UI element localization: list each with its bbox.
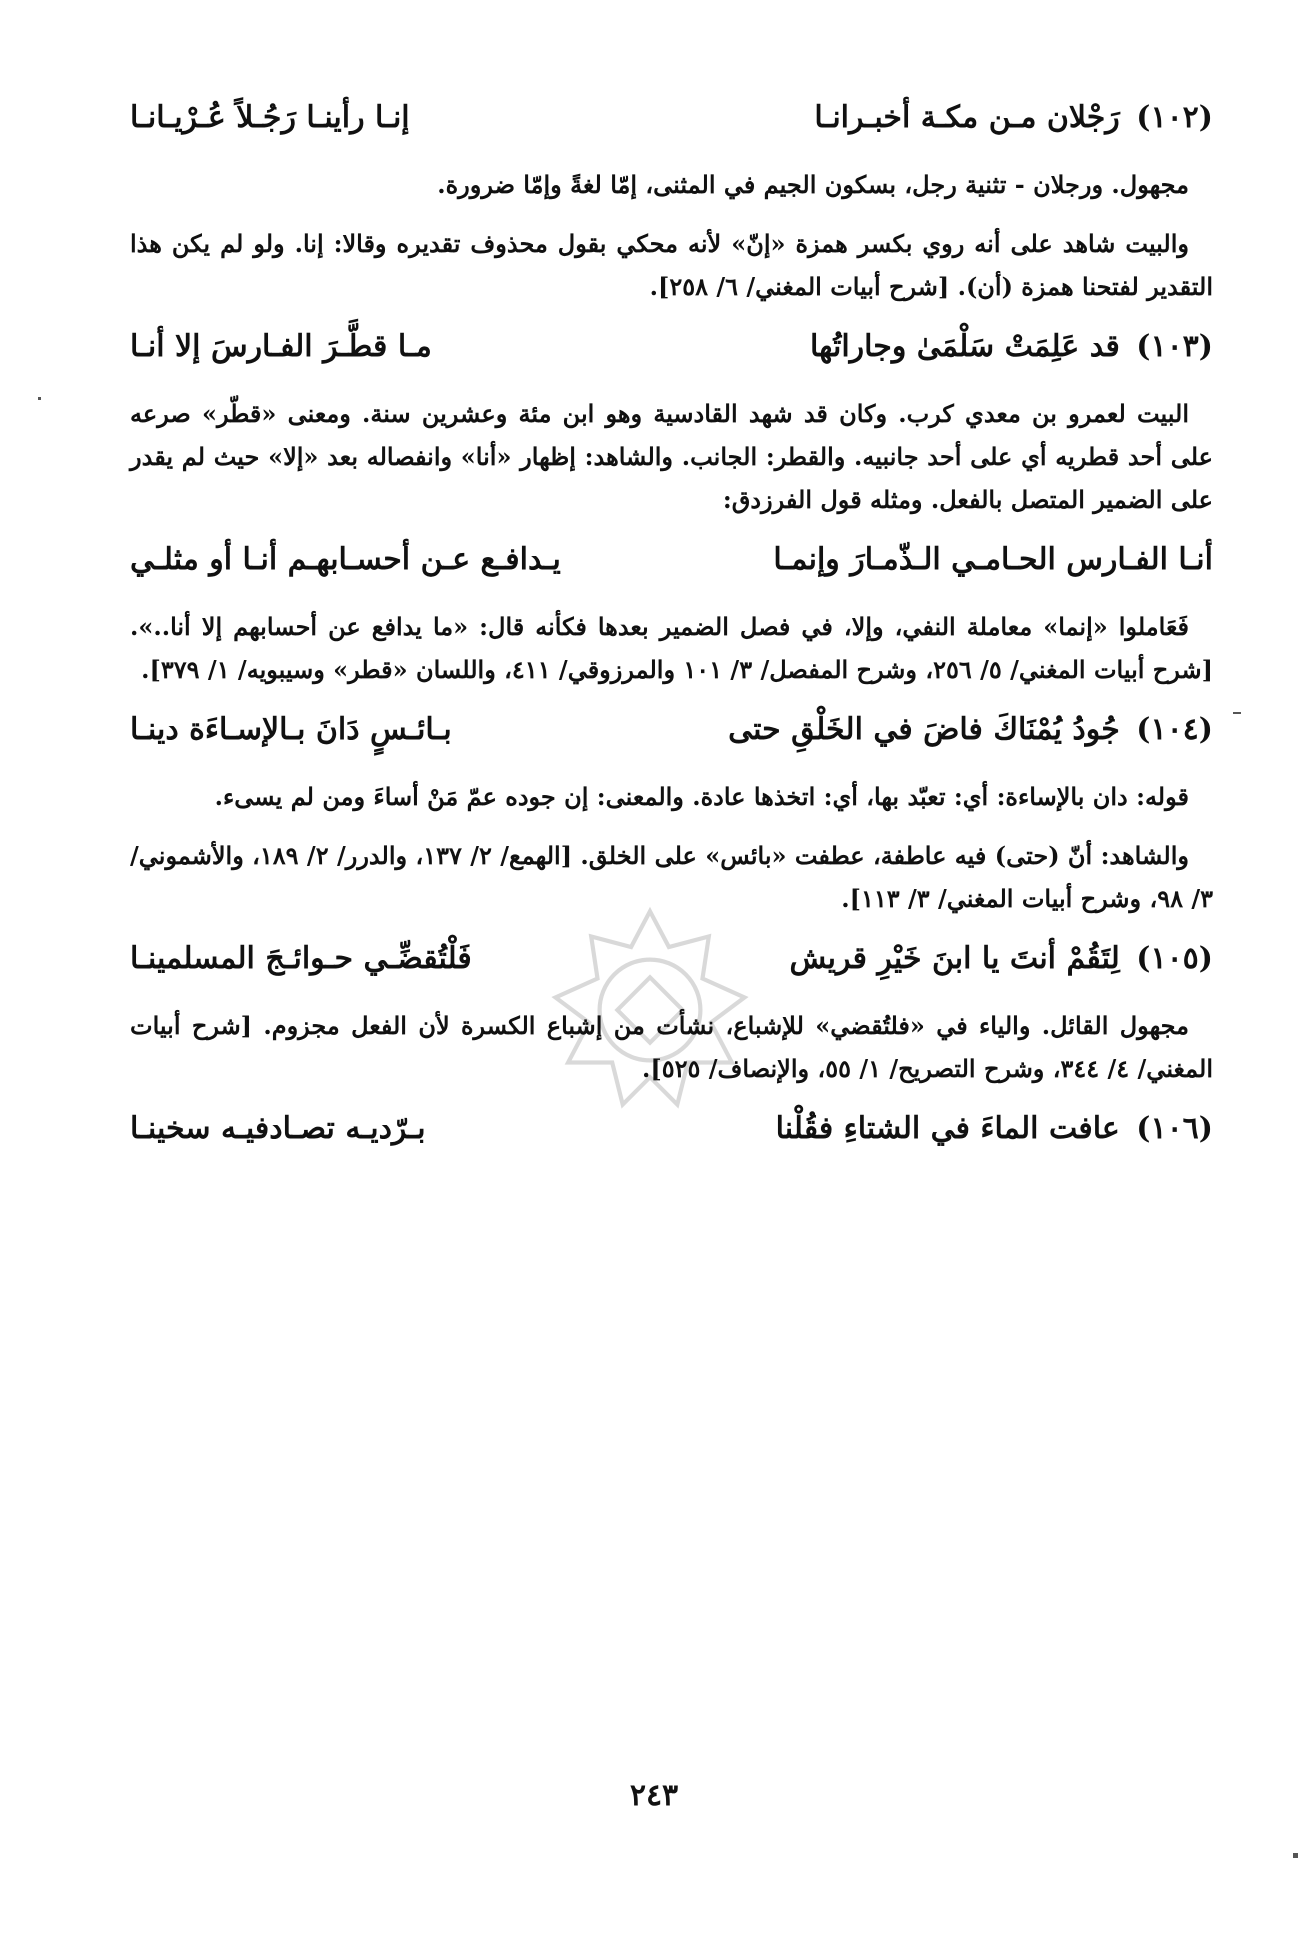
- commentary-paragraph: مجهول. ورجلان - تثنية رجل، بسكون الجيم في المثنى، إمّا لغةً وإمّا ضرورة.: [437, 170, 1189, 199]
- verse-second-hemistich: يـدافـع عـن أحسـابهـم أنـا أو مثلـي: [130, 542, 561, 577]
- quoted-verse: [130, 537, 1213, 583]
- verse-first-hemistich: (١٠٥) لِتَقُمْ أنتَ يا ابنَ خَيْرِ قريش: [789, 941, 1213, 976]
- commentary-paragraph: البيت لعمرو بن معدي كرب. وكان قد شهد القادسية وهو ابن مئة وعشرين سنة. ومعنى «قطّر» صرعه على أحد قطريه أي على أحد جانبيه. والقطر: الجانب. والشاهد: إظهار «أنا» وانفصاله بعد «إلا» حيث لم يقدر على الضمير المتصل بالفعل. ومثله قول الفرزدق:: [130, 399, 1213, 514]
- verse-second-hemistich: بـائـسٍ دَانَ بـالإسـاءَة دينـا: [130, 712, 452, 747]
- scan-speck: [38, 397, 41, 400]
- commentary-paragraph: مجهول القائل. والياء في «فلتُقضي» للإشباع، نشأت من إشباع الكسرة لأن الفعل مجزوم. [شرح أبيات المغني/ ٤/ ٣٤٤، وشرح التصريح/ ١/ ٥٥، والإنصاف/ ٥٢٥].: [130, 1011, 1213, 1083]
- commentary-paragraph: والشاهد: أنّ (حتى) فيه عاطفة، عطفت «بائس» على الخلق. [الهمع/ ٢/ ١٣٧، والدرر/ ٢/ ١٨٩، والأشموني/ ٣/ ٩٨، وشرح أبيات المغني/ ٣/ ١١٣].: [130, 841, 1213, 913]
- verse-first-hemistich: (١٠٣) قد عَلِمَتْ سَلْمَىٰ وجاراتُها: [810, 329, 1213, 364]
- verse-102: [130, 95, 1213, 141]
- verse-first-hemistich: (١٠٢) رَجْلان مـن مكـة أخبـرانـا: [814, 100, 1213, 135]
- verse-first-hemistich: أنـا الفـارس الحـامـي الـذّمـارَ وإنمـا: [773, 542, 1213, 577]
- page-body: [130, 95, 1213, 1174]
- verse-second-hemistich: فَلْتُقضِّـي حـوائـجَ المسلمينـا: [130, 941, 472, 976]
- scan-speck: [1293, 1853, 1298, 1858]
- verse-103: [130, 324, 1213, 370]
- commentary-paragraph: والبيت شاهد على أنه روي بكسر همزة «إنّ» لأنه محكي بقول محذوف تقديره وقالا: إنا. ولو لم يكن هذا التقدير لفتحنا همزة (أن). [شرح أبيات المغني/ ٦/ ٢٥٨].: [130, 229, 1213, 301]
- verse-106: [130, 1106, 1213, 1152]
- verse-105: [130, 936, 1213, 982]
- verse-second-hemistich: بـرّديـه تصـادفيـه سخينـا: [130, 1111, 426, 1146]
- verse-first-hemistich: (١٠٦) عافت الماءَ في الشتاءِ فقُلْنا: [775, 1111, 1213, 1146]
- verse-first-hemistich: (١٠٤) جُودُ يُمْنَاكَ فاضَ في الخَلْقِ حتى: [728, 712, 1213, 747]
- scan-speck: [1233, 712, 1241, 714]
- page-number: ٢٤٣: [629, 1778, 679, 1813]
- verse-second-hemistich: إنـا رأينـا رَجُـلاً عُـرْيـانـا: [130, 100, 410, 135]
- verse-second-hemistich: مـا قطَّـرَ الفـارسَ إلا أنـا: [130, 329, 432, 364]
- verse-104: [130, 707, 1213, 753]
- commentary-paragraph: قوله: دان بالإساءة: أي: تعبّد بها، أي: اتخذها عادة. والمعنى: إن جوده عمّ مَنْ أساءَ ومن لم يسىء.: [214, 782, 1189, 811]
- commentary-paragraph: فَعَاملوا «إنما» معاملة النفي، وإلا، في فصل الضمير بعدها فكأنه قال: «ما يدافع عن أحسابهم إلا أنا..». [شرح أبيات المغني/ ٥/ ٢٥٦، وشرح المفصل/ ٣/ ١٠١ والمرزوقي/ ٤١١، واللسان «قطر» وسيبويه/ ١/ ٣٧٩].: [130, 612, 1213, 684]
